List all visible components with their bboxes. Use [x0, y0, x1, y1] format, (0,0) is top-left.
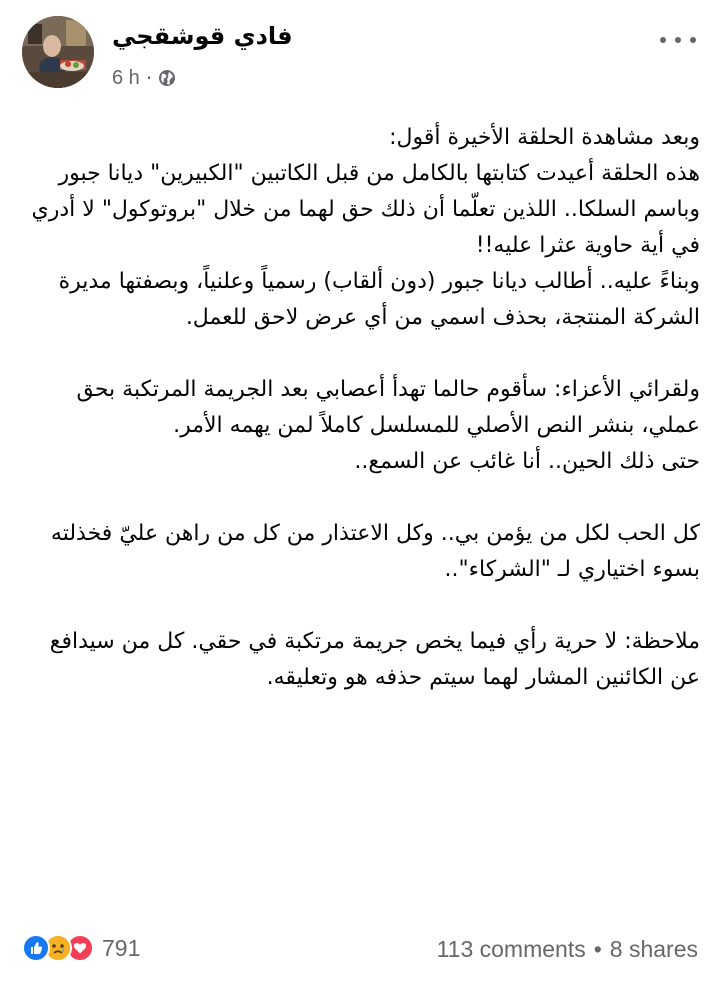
like-icon [22, 934, 50, 962]
reactions-summary[interactable] [22, 934, 140, 962]
avatar[interactable] [22, 16, 94, 88]
shares-link[interactable]: 8 shares [609, 936, 698, 962]
post-paragraph: ملاحظة: لا حرية رأي فيما يخص جريمة مرتكبة في حقي. كل من سيدافع عن الكائنين المشار لهما سيتم حذفه هو وتعليقه. [49, 629, 700, 690]
post-meta [112, 66, 176, 90]
meta-separator: · [145, 66, 153, 90]
post-text [20, 120, 700, 696]
post-stats [437, 936, 698, 963]
comments-link[interactable]: 113 comments [436, 936, 586, 962]
paragraph-gap [20, 480, 700, 516]
paragraph-gap [20, 588, 700, 624]
post-paragraph: حتى ذلك الحين.. أنا غائب عن السمع.. [354, 449, 700, 474]
reaction-count: 791 [102, 934, 141, 961]
post-paragraph: كل الحب لكل من يؤمن بي.. وكل الاعتذار من كل من راهن عليّ فخذلته بسوء اختياري لـ "الشركاء".. [50, 521, 700, 582]
post-time[interactable]: 6 h [112, 66, 140, 89]
post-paragraph: هذه الحلقة أعيدت كتابتها بالكامل من قبل الكاتبين "الكبيرين" ديانا جبور وباسم السلكا.. اللذين تعلّما أن ذلك حق لهما من خلال "بروتوكول" لا أدري في أية حاوية عثرا عليه!! [31, 161, 700, 258]
paragraph-gap [20, 336, 700, 372]
post-footer [22, 930, 698, 970]
more-dot [675, 37, 681, 43]
post-paragraph: وبعد مشاهدة الحلقة الأخيرة أقول: [389, 125, 700, 150]
author-name[interactable]: فادي قوشقجي [112, 22, 293, 50]
globe-icon[interactable] [158, 69, 176, 87]
more-options-button[interactable] [660, 30, 696, 50]
stats-separator: • [593, 936, 602, 962]
more-dot [660, 37, 666, 43]
post-paragraph: وبناءً عليه.. أطالب ديانا جبور (دون ألقاب) رسمياً وعلنياً، وبصفتها مديرة الشركة المنتجة، بحذف اسمي من أي عرض لاحق للعمل. [58, 269, 700, 330]
more-dot [690, 37, 696, 43]
post-paragraph: ولقرائي الأعزاء: سأقوم حالما تهدأ أعصابي بعد الجريمة المرتكبة بحق عملي، بنشر النص الأصلي للمسلسل كاملاً لمن يهمه الأمر. [76, 377, 700, 438]
post-header [22, 16, 698, 100]
avatar-photo [22, 16, 94, 88]
